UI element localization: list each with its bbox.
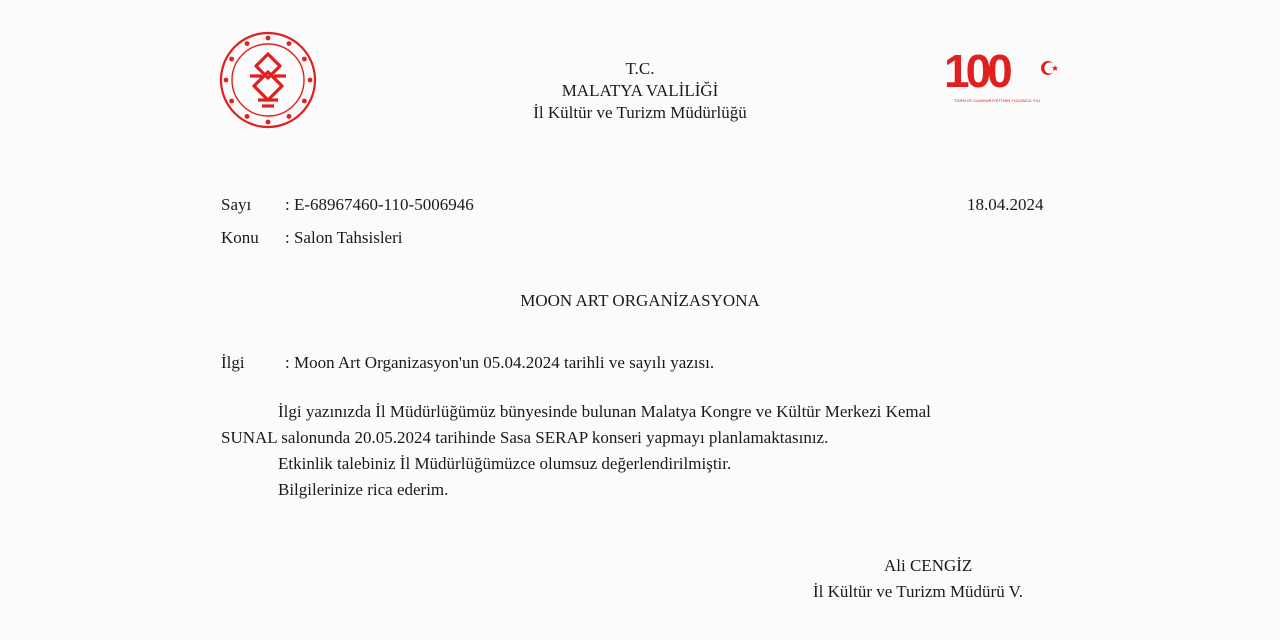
sayi-value: : E-68967460-110-5006946 bbox=[285, 195, 474, 214]
logo-100-tagline: TÜRKİYE CUMHURİYETİ'NİN YÜZÜNCÜ YILI bbox=[954, 98, 1041, 103]
recipient: MOON ART ORGANİZASYONA bbox=[520, 291, 760, 310]
signatory-title: İl Kültür ve Turizm Müdürü V. bbox=[813, 582, 1024, 601]
header-directorate: İl Kültür ve Turizm Müdürlüğü bbox=[533, 103, 747, 122]
konu-label: Konu bbox=[221, 228, 259, 247]
sayi-label: Sayı bbox=[221, 195, 252, 214]
ministry-seal-icon bbox=[218, 30, 318, 130]
body-paragraph-2: Etkinlik talebiniz İl Müdürlüğümüzce olumsuz değerlendirilmiştir. bbox=[278, 454, 732, 473]
signatory-name: Ali CENGİZ bbox=[884, 556, 973, 575]
document-date: 18.04.2024 bbox=[967, 195, 1044, 214]
konu-value: : Salon Tahsisleri bbox=[285, 228, 403, 247]
body-paragraph-3: Bilgilerinize rica ederim. bbox=[278, 480, 449, 499]
republic-100-logo bbox=[944, 46, 1062, 112]
header-tc: T.C. bbox=[625, 59, 655, 78]
ilgi-label: İlgi bbox=[221, 353, 245, 372]
body-paragraph-1-line-2: SUNAL salonunda 20.05.2024 tarihinde Sasa SERAP konseri yapmayı planlamaktasınız. bbox=[221, 428, 829, 447]
body-paragraph-1-line-1: İlgi yazınızda İl Müdürlüğümüz bünyesinde bulunan Malatya Kongre ve Kültür Merkezi Kemal bbox=[278, 402, 931, 421]
letterhead bbox=[440, 58, 840, 124]
ilgi-value: : Moon Art Organizasyon'un 05.04.2024 tarihli ve sayılı yazısı. bbox=[285, 353, 715, 372]
crescent-star-icon bbox=[1040, 58, 1060, 78]
logo-100-number: 100 bbox=[944, 45, 1009, 97]
header-governorship: MALATYA VALİLİĞİ bbox=[561, 81, 719, 100]
